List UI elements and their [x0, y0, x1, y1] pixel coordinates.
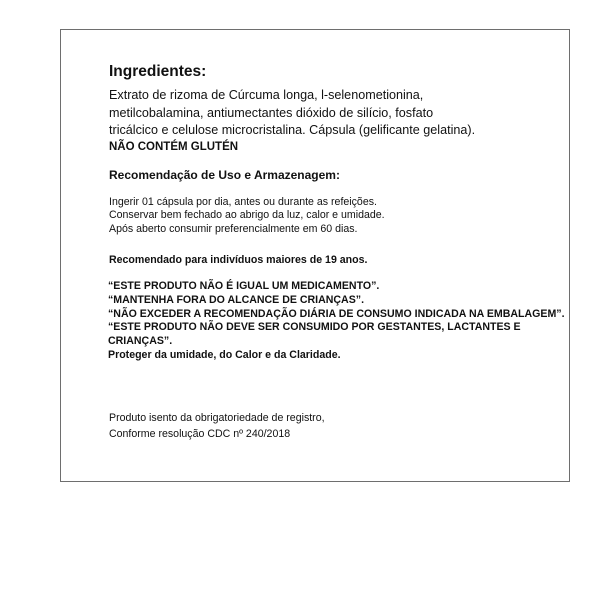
registration-notice	[109, 411, 325, 442]
ingredients-line: metilcobalamina, antiumectantes dióxido de silício, fosfato	[109, 105, 434, 120]
registration-line: Conforme resolução CDC nº 240/2018	[109, 427, 291, 440]
warning-line: Proteger da umidade, do Calor e da Claridade.	[108, 348, 341, 361]
usage-line: Após aberto consumir preferencialmente em 60 dias.	[109, 222, 358, 235]
warnings-block	[108, 280, 570, 363]
usage-line: Conservar bem fechado ao abrigo da luz, calor e umidade.	[109, 209, 385, 221]
usage-heading: Recomendação de Uso e Armazenagem:	[109, 167, 340, 182]
ingredients-text	[109, 87, 564, 140]
ingredients-line: tricálcico e celulose microcristalina. Cápsula (gelificante gelatina).	[109, 123, 476, 137]
label-content	[109, 62, 564, 363]
ingredients-line: Extrato de rizoma de Cúrcuma longa, l-selenometionina,	[109, 88, 424, 102]
usage-text	[109, 196, 564, 237]
usage-line: Ingerir 01 cápsula por dia, antes ou durante as refeições.	[109, 195, 377, 208]
warning-line: “ESTE PRODUTO NÃO DEVE SER CONSUMIDO POR GESTANTES, LACTANTES E CRIANÇAS”.	[108, 321, 521, 348]
age-notice: Recomendado para indivíduos maiores de 19 anos.	[109, 254, 368, 266]
warning-line: “ESTE PRODUTO NÃO É IGUAL UM MEDICAMENTO”.	[108, 280, 380, 292]
product-label-panel	[60, 29, 570, 482]
warning-line: “MANTENHA FORA DO ALCANCE DE CRIANÇAS”.	[108, 293, 365, 306]
registration-line: Produto isento da obrigatoriedade de registro,	[109, 412, 325, 424]
warning-line: “NÃO EXCEDER A RECOMENDAÇÃO DIÁRIA DE CONSUMO INDICADA NA EMBALAGEM”.	[108, 307, 565, 320]
ingredients-heading: Ingredientes:	[109, 63, 207, 80]
gluten-notice: NÃO CONTÉM GLUTÉN	[109, 140, 239, 153]
